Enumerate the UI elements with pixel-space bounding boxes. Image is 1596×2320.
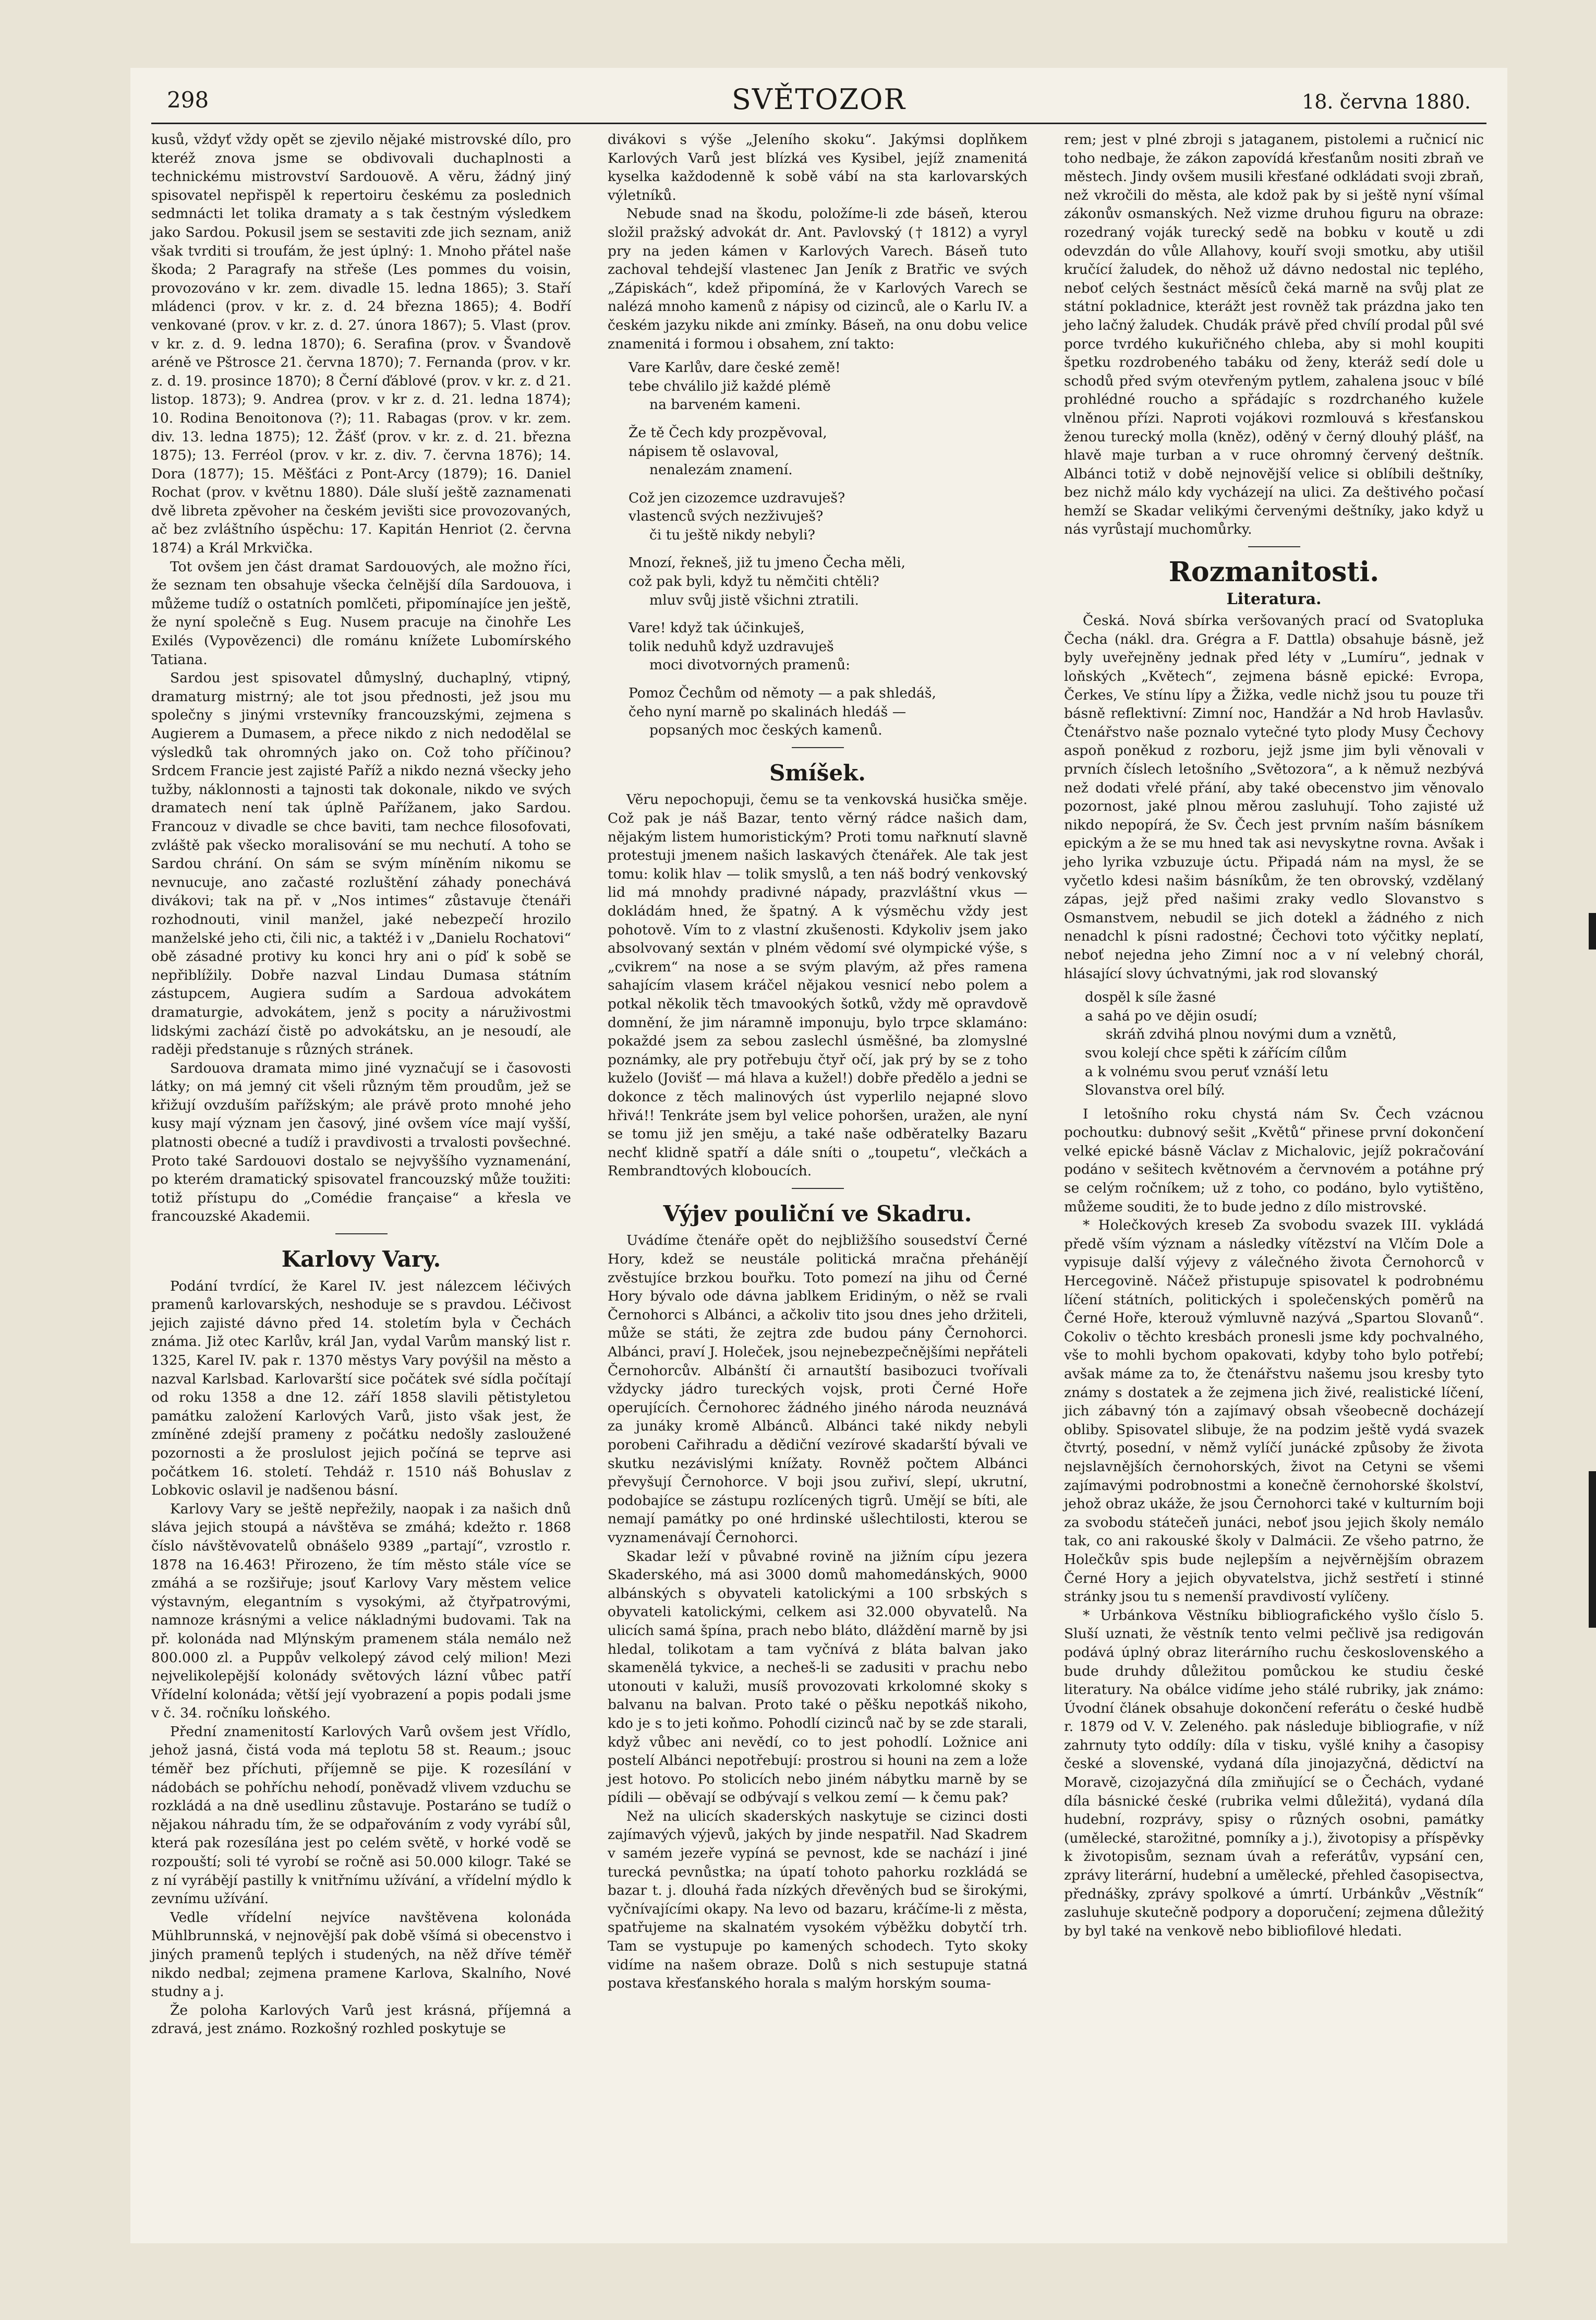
poem-line: Že tě Čech kdy prozpěvoval,: [628, 424, 827, 441]
paragraph: Vedle vřídelní nejvíce navštěvena kolonáda Mühlbrunnská, v nejnovější pak době všímá si obecenstvo i jiných pramenů teplých i studených, na něž dříve téměř nikdo nedbal; zejmena pramene Karlova, Skalního, Nové studny a j.: [151, 1909, 571, 2000]
poem-line: Slovanstva orel bílý.: [1085, 1082, 1225, 1099]
poem-line: na barveném kameni.: [649, 396, 801, 413]
stanza-gap: [628, 609, 1027, 619]
poem-excerpt: [1085, 988, 1484, 1100]
poem-line: čeho nyní marně po skalinách hledáš —: [628, 703, 906, 720]
poem-line: svou kolejí chce spěti k zářícím cílům: [1085, 1044, 1347, 1061]
paragraph: Že poloha Karlových Varů jest krásná, příjemná a zdravá, jest známo. Rozkošný rozhled poskytuje se: [151, 2002, 571, 2037]
poem-line: což pak byli, když tu němčiti chtěli?: [628, 573, 879, 590]
page-header: [151, 81, 1486, 124]
section-title-karlovy-vary: Karlovy Vary.: [281, 1246, 441, 1272]
stanza-gap: [628, 675, 1027, 684]
poem-line: moci divotvorných pramenů:: [649, 657, 851, 674]
stanza-gap: [628, 479, 1027, 489]
section-divider: [335, 1233, 388, 1234]
paragraph: Sardou jest spisovatel důmyslný, duchaplný, vtipný, dramaturg mistrný; ale tot jsou přednosti, jež jsou mu společny s jinými vrstevníky francouzskými, zejmena s Augierem a Dumasem, a přece nikdo z nich nedodělal se výsledků tak ohromných jako on. Což toho příčinou? Srdcem Francie jest zajisté Paříž a nikdo nezná všecky jeho tužby, náklonnosti a tajnosti tak dokonale, nikdo ve svých dramatech není tak úplně Pařížanem, jako Sardou. Francouz v divadle se chce baviti, tam nechce filosofovati, zvláště pak všecko moralisování se mu nechutí. A toho se Sardou chrání. On sám se svým míněním nikomu se nevnucuje, ano začasté rozluštění záhady ponechává divákovi; tak na př. v „Nos intimes“ zůstavuje čtenáři rozhodnouti, vinil manžel, jaké nebezpečí hrozilo manželské jeho cti, čili nic, a taktéž i v „Danielu Rochatovi“ obě zásadné protivy ku konci hry ani o píď k sobě se nepřiblížily. Dobře nazval Lindau Dumasa státním zástupcem, Augiera sudím a Sardoua advokátem dramaturgie, advokátem, jenž s pocity a náruživostmi lidskými zachází čistě po advokátsku, an je nesoudí, ale raději předstanuje s různých stránek.: [151, 670, 571, 1058]
subsection-title-literatura: Literatura.: [1226, 590, 1322, 608]
poem-line: vlastenců svých nezživuješ?: [628, 508, 824, 525]
poem-line: nápisem tě oslavoval,: [628, 443, 779, 460]
paragraph: Uvádíme čtenáře opět do nejbližšího sousedství Černé Hory, kdež se neustále politická mračna přehánějí zvěstujíce brzkou bouřku. Toto pomezí na jihu od Černé Hory bývalo ode dávna jablkem Eridiným, o něž se rvali Černohorci s Albánci, a ačkoliv tito jsou dnes jeho držiteli, může se státi, že zejtra zde budou pány Černohorci. Albánci, praví J. Holeček, jsou nejnebezpečnějšími nepřáteli Černohorcův. Albánští či arnautští basibozuci tvořívali vždycky jádro tureckých vojsk, proti Černé Hoře operujících. Černohorec žádného jiného národa neuznává za junáky kromě Albánců. Albánci také nikdy nebyli porobeni Cařihradu a dědiční vezírové skadarští bývali ve skutku nezávislými knížaty. Rovněž počtem Albánci převyšují Černohorce. V boji jsou zuřiví, slepí, ukrutní, podobajíce se zástupu rozlícených tigrů. Umějí se bíti, ale nemají památky po oné hrdinské ušlechtilosti, kterou se vyznamenávají Černohorci.: [608, 1232, 1027, 1546]
paragraph: Česká. Nová sbírka veršovaných prací od Svatopluka Čecha (nákl. dra. Grégra a F. Dattla) obsahuje básně, jež byly uveřejněny jednak před léty v „Lumíru“, jednak v loňských „Květech“, zejmena básně epické: Evropa, Čerkes, Ve stínu lípy a Žižka, vedle nichž jsou tu pouze tři básně reflektivní: Zimní noc, Handžár a Nd hrob Havlasův. Čtenářstvo naše poznalo vytečné tyto plody Musy Čechovy aspoň poněkud z rozboru, jejž jsme jim byli věnovali v prvních číslech letošního „Světozora“, a k němuž nezbývá než dodati vřelé přání, aby také obecenstvo jim věnovalo pozornost, jaké plnou měrou zasluhují. Toho zajisté už nikdo nepopírá, že Sv. Čech jest prvním naším básníkem epickým a že se mu hned tak asi nevyskytne rovna. Avšak i jeho lyrika vzbuzuje úctu. Připadá nám na mysl, že se vyčetlo kdesi našim básníkům, že ten obrovský, vzdělaný zápas, jejž před našimi zraky vedlo Slovanstvo s Osmanstvem, nebudil se jich dotekl a žádného z nich nenadchl k písni radostné; Čechovi toto výčitky neplatí, neboť nejedna jeho Zimní noc a v ní velebný chorál, hlásající slovy úchvatnými, jak rod slovanský: [1064, 612, 1484, 982]
paragraph: * Urbánkova Věstníku bibliografického vyšlo číslo 5. Sluší uznati, že věstník tento velmi pečlivě jsa redigován podává úplný obraz literárního ruchu československého a bude druhdy důležitou pomůckou ke studiu české literatury. Na obálce vidíme jeho stálé rubriky, jak známo: Úvodní článek obsahuje dokončení referátu o české hudbě r. 1879 od V. V. Zeleného. pak následuje bibliografie, v níž zahrnuty tyto oddíly: díla v tisku, vyšlé knihy a časopisy české a slovenské, vydaná díla jinojazyčná, dědictví na Moravě, cizojazyčná díla zmiňující se o Čechách, vydané díla básnické české (rubrika velmi důležitá), vydaná díla hudební, rozprávy, spisy o různých osobni, památky (umělecké, starožitné, pomníky a j.), životopisy a příspěvky k životopisům, seznam úvah a referátův, vypsání cen, zprávy literární, hudební a umělecké, přehled časopisectva, přednášky, zprávy spolkové a úmrtí. Urbánkův „Věstník“ zasluhuje skutečně podpory a doporučení; zejmena důležitý by byl také na venkově nebo bibliofilové hledati.: [1064, 1607, 1484, 1939]
poem-line: dospěl k síle žasné: [1085, 989, 1216, 1006]
poem-line: Vare! když tak účinkuješ,: [628, 620, 805, 636]
section-divider: [1248, 546, 1300, 547]
scan-edge-mark: [1589, 1471, 1596, 1628]
poem-line: nenalezám znamení.: [649, 462, 793, 478]
stanza-gap: [628, 414, 1027, 424]
newspaper-page: [130, 68, 1507, 2243]
paragraph: Věru nepochopuji, čemu se ta venkovská husička směje. Což pak je náš Bazar, tento věrný rádce našich dam, nějakým listem humoristickým? Proti tomu nařknutí slavně protestuji jmenem našich laskavých čtenářek. Ale tak jest tomu: kolik hlav — tolik smyslů, a ten náš bodrý venkovský lid má mnohdy pradivné nápady, prazvláštní vkus — dokládám hned, že špatný. A k výsměchu vždy jest pohotově. Vím to z vlastní zkušenosti. Kdykoliv jsem jako absolvovaný sextán v plném vědomí své olympické výše, s „cvikrem“ na nose a se svým plavým, až přes ramena sahajícím vlasem kráčel nějakou vesnicí nebo polem a potkal několik těch tmavookých šotků, vždy mě opravdově domnění, že jim náramně imponuju, bylo trpce sklamáno: pokaždé jsem za sebou zaslechl úsměšné, ba zlomyslné poznámky, ale pry potřebuju čtyř očí, jak prý by se z toho kuželo (Jovišť — má hlava a kužel!) dobře předělo a jedni se dokonce z těch malinových úst vyperlilo nejapné slovo hřivá!! Tenkráte jsem byl velice pohoršen, uražen, ale nyní se tomu již jen směju, a také naše odběratelky Bazaru nechť klidně spatří a dále sníti o „toupetu“, vlečkách a Rembrandtových kloboucích.: [608, 791, 1027, 1180]
section-title-smisek: Smíšek.: [769, 760, 866, 786]
scan-edge-mark: [1589, 913, 1596, 949]
section-divider: [792, 1188, 844, 1189]
poem-line: Mnozí, řekneš, již tu jmeno Čecha měli,: [628, 555, 906, 571]
page-number: 298: [167, 87, 209, 113]
poem-line: popsaných moc českých kamenů.: [649, 722, 882, 739]
poem-line: tebe chválilo již každé plémě: [628, 378, 831, 394]
paragraph: Karlovy Vary se ještě nepřežily, naopak i za našich dnů sláva jejich stoupá a návštěva se zmáhá; kdežto r. 1868 číslo návštěvovatelů obnášelo 9389 „partají“, vzrostlo r. 1878 na 16.463! Přirozeno, že tím město stále více se zmáhá a se rozšiřuje; jsouť Karlovy Vary městem velice výstavným, elegantním s vysokými, až čtyřpatrovými, namnoze krásnými a velice nákladnými budovami. Tak na př. kolonáda nad Mlýnským pramenem stála nemálo než 800.000 zl. a Puppův velkolepý závod celý milion! Mezi nejvelikolepější kolonády světových lázní vůbec patří Vřídelní kolonáda; větší její vyobrazení a popis podali jsme v č. 34. ročníku loňského.: [151, 1500, 571, 1722]
column-1: [151, 130, 571, 2038]
paragraph: Než na ulicích skaderských naskytuje se cizinci dosti zajímavých výjevů, jakých by jinde nespatřil. Nad Skadrem v samém jezeře vypíná se pevnost, kde se nachází i jiné turecká pevnůstka; na úpatí tohoto pahorku rozkládá se bazar t. j. dlouhá řada nízkých dřevěných bud se širokými, vyčnívajícími okapy. Na levo od bazaru, kráčíme-li z města, spatřujeme na skalnatém vysokém výběžku dobytčí trh. Tam se vystupuje po kamených schodech. Tyto skoky vidíme na našem obraze. Dolů s nich sestupuje statná postava křesťanského horala s malým horským souma-: [608, 1808, 1027, 1992]
poem-line: mluv svůj jistě všichni ztratili.: [649, 592, 859, 608]
section-divider: [792, 747, 844, 748]
paragraph: rem; jest v plné zbroji s jataganem, pistolemi a ručnicí nic toho nedbaje, že zákon zapovídá křesťanům nositi zbraň ve městech. Jindy ovšem musili křesťané odkládati svoji zbraň, než vkročili do města, ale kdož pak by si ještě nyní všímal zákonův osmanských. Než vizme druhou figuru na obraze: rozedraný voják turecký sedě na bobku v koutě u zdi odevzdán do vůle Allahovy, kouří svoji smotku, aby utišil kručící žaludek, do něhož už dávno nedostal nic teplého, neboť celých šestnáct měsíců čeká marně na svůj plat ze státní pokladnice, kterážt jest rovněž tak prázdna jako ten jeho lačný žaludek. Chudák právě před chvílí prodal půl své porce tvrdého kukuřičného chleba, aby si mohl koupiti špetku rozdrobeného tabáku od ženy, kteráž sedí dole u schodů před svým otevřeným pytlem, zahalena jsouc v bílé prohlédné roucho a spřádajíc s rozdrchaného kužele vlněnou přízi. Naproti vojákovi rozmlouvá s křesťanskou ženou turecký molla (kněz), oděný v černý dlouhý plášť, na hlavě maje turban a v ruce ohromný červený deštník. Albánci totiž v době nejnovější velice si oblíbili deštníky, bez nichž málo kdy vycházejí na ulici. Za deštivého počasí hemží se Skadar velikými červenými deštníky, jako když u nás vyrůstají muchomůrky.: [1064, 131, 1484, 538]
column-2: [608, 130, 1027, 1993]
section-title-rozmanitosti: Rozmanitosti.: [1168, 556, 1380, 588]
poem-line: a k volnému svou peruť vznáší letu: [1085, 1063, 1329, 1080]
section-title-vyjev: Výjev pouliční ve Skadru.: [663, 1200, 972, 1227]
paragraph: kusů, vždyť vždy opět se zjevilo nějaké mistrovské dílo, pro kteréž znova jsme se obdivovali duchaplnosti a technickému mistrovství Sardouově. A věru, žádný jiný spisovatel nepřispěl k repertoiru českému za poslednich sedmnácti let tolika dramaty a s tak čestným výsledkem jako Sardou. Pokusil jsem se sestaviti zde jich seznam, aniž však tvrditi si troufám, že jest úplný: 1. Mnoho přátel naše škoda; 2 Paragrafy na střeše (Les pommes du voisin, provozováno v kr. zem. divadle 15. ledna 1865); 3. Staří mládenci (prov. v kr. z. d. 24 března 1865); 4. Bodří venkované (prov. v kr. z. d. 27. února 1867); 5. Vlast (prov. v kr. z. d. 9. ledna 1870); 6. Serafina (prov. v Švandově aréně ve Pštrosce 21. června 1870); 7. Fernanda (prov. v kr. z. d. 19. prosince 1870); 8 Černí ďáblové (prov. v kr. z. d 21. listop. 1873); 9. Andrea (prov. v kr z. d. 21. ledna 1874); 10. Rodina Benoitonova (?); 11. Rabagas (prov. v kr. zem. div. 13. ledna 1875); 12. Žášť (prov. v kr. z. d. 21. března 1875); 13. Ferréol (prov. v kr. z. div. 7. června 1876); 14. Dora (1877); 15. Měšťáci z Pont-Arcy (1879); 16. Daniel Rochat (prov. v květnu 1880). Dále sluší ještě zaznamenati dvě libreta zpěvoher na českém jevišti sice provozovaných, ač bez zvláštního úspěchu: 17. Kapitán Henriot (2. června 1874) a Král Mrkvička.: [151, 131, 571, 557]
paragraph: Podání tvrdící, že Karel IV. jest nálezcem léčivých pramenů karlovarských, neshoduje se s pravdou. Léčivost jejich zajisté dávno před 14. stoletím byla v Čechách známa. Již otec Karlův, král Jan, vydal Varům manský list r. 1325, Karel IV. pak r. 1370 městys Vary povýšil na město a nazval Karlsbad. Karlovarští sice počátek své sídla počítají od roku 1358 a dne 12. září 1858 slavili pětistyletou památku založení Karlových Varů, jisto však jest, že zmíněné zdejší prameny z počátku nedošly zasloužené pozornosti a že proslulost jejich počíná se teprve asi počátkem 16. století. Tehdáž r. 1510 náš Bohuslav z Lobkovic oslavil je nadšenou básní.: [151, 1278, 571, 1499]
poem-line: Pomoz Čechům od němoty — a pak shledáš,: [628, 685, 936, 702]
poem-line: či tu ještě nikdy nebyli?: [649, 526, 815, 543]
magazine-title: SVĚTOZOR: [731, 83, 906, 116]
poem-line: tolik neduhů když uzdravuješ: [628, 638, 834, 655]
paragraph: Sardouova dramata mimo jiné vyznačují se i časovosti látky; on má jemný cit všeli různým těm proudům, jež se křižují ovzduším pařížským; ale právě proto mnohé jeho kusy mají význam jen časový, jiné ovšem více mají vyšší, platnosti obecné a tudíž i pravdivosti a trvalosti povšechné. Proto také Sardouovi dostalo se nejvyššího vyznamenání, po kterém dramatický spisovatel francouzský může toužiti: totiž přístupu do „Comédie française“ a křesla ve francouzské Akademii.: [151, 1060, 571, 1225]
poem-karlovy-vary: [628, 358, 1027, 740]
poem-line: Což jen cizozemce uzdravuješ?: [628, 489, 845, 506]
stanza-gap: [628, 544, 1027, 554]
paragraph: Tot ovšem jen část dramat Sardouových, ale možno říci, že seznam ten obsahuje všecka čelnější díla Sardouova, i můžeme tudíž o ostatních pomlčeti, připomínajíce jen ještě, že nyní společně s Eug. Nusem pracuje na činohře Les Exilés (Vypovězenci) dle románu knížete Lubomírského Tatiana.: [151, 558, 571, 668]
paragraph: Přední znamenitostí Karlových Varů ovšem jest Vřídlo, jehož jasná, čistá voda má teplotu 58 st. Reaum.; jsouc téměř bez příchuti, příjemně se pije. K rozesílání v nádobách se pohříchu nehodí, poněvadž vlivem vzduchu se rozkládá a na dně usedlinu zůstavuje. Postaráno se tudíž o nějakou náhradu tím, že se odpařováním z vody vyrábí sůl, která pak rozesílána jest po celém světě, v horké vodě se rozpouští; soli té vyrobí se ročně asi 50.000 kilogr. Také se z ní vyrábějí pastilly k vnitřnímu užívání, a vřídelní mýdlo k zevnímu užívání.: [151, 1723, 571, 1907]
poem-line: a sahá po ve dějin osudí;: [1085, 1007, 1258, 1024]
paragraph: * Holečkových kreseb Za svobodu svazek III. vykládá předě vším význam a následky vítězství na Vlčím Dole a vypisuje další výjevy z válečného života Černohorců v Hercegovině. Náčež přistupuje spisovatel k podrobnému líčení státních, politických i společenských poměrů na Černé Hoře, kterouž výmluvně nazývá „Spartou Slovanů“. Cokoliv o těchto kresbách pronesli jsme kdy pochvalného, vše to mohli bychom opakovati, kdyby toho bylo potřebí; avšak máme za to, že čtenářstvu našemu jsou kresby tyto známy s dostatek a že zejmena jich živé, realistické líčení, jich zábavný tón a zajímavý obsah všeobecně docházejí obliby. Spisovatel slibuje, že na podzim ještě vydá svazek čtvrtý, posední, v němž vylíčí junácké způsoby že života nejslavnějších černohorských, život na Cetyni se všemi zajímavými podrobnostmi a konečně černohorské školství, jehož obraz ukáže, že jsou Černohorci také v kulturním boji za svobodu státečeň junáci, neboť jsou jejich školy nemálo tak, co ani rakouské školy v Dalmácii. Ze všeho patrno, že Holečkův spis bude nejlepším a nejvěrnějším obrazem Černé Hory a jejich obyvatelstva, jichž sestřetí i stinné stránky jsou tu s nemenší pravdivostí vylíčeny.: [1064, 1217, 1484, 1605]
paragraph: I letošního roku chystá nám Sv. Čech vzácnou pochoutku: dubnový sešit „Květů“ přinese první dokončení velké epické básně Václav z Michalovic, jejíž pokračování podáno v sešitech květnovém a červnovém a potáhne prý se celým ročníkem; už z toho, co podáno, bylo vytištěno, můžeme souditi, že to bude jedno z dílo mistrovské.: [1064, 1105, 1484, 1215]
paragraph: Nebude snad na škodu, položíme-li zde báseň, kterou složil pražský advokát dr. Ant. Pavlovský († 1812) a vyryl pry na jeden kámen v Karlových Varech. Báseň tuto zachoval tehdejší vlastenec Jan Jeník z Bratřic ve svých „Zápiskách“, kdež připomíná, že v Karlových Varech se nalézá mnoho kamenů z nápisy od cizinců, ale o Karlu IV. a českém jazyku nikde ani zmínky. Báseň, na onu dobu velice znamenitá i formou i obsahem, zní takto:: [608, 206, 1027, 352]
poem-line: Vare Karlův, dare české země!: [628, 359, 841, 376]
paragraph: divákovi s výše „Jeleního skoku“. Jakýmsi doplňkem Karlových Varů jest blízká ves Kysibel, jejíž znamenitá kyselka každodenně k sobě vábí na sta karlovarských výletníků.: [608, 131, 1027, 203]
paragraph: Skadar leží v půvabné rovině na jižním cípu jezera Skaderského, má asi 3000 domů mahomedánských, 9000 albánských s obyvateli katolickými a 100 srbských s obyvateli katolickými, celkem asi 32.000 obyvatelů. Na ulicích samá špína, prach nebo bláto, dláždění marně by jsi hledal, tolikotam a tam vyčnívá z bláta balvan jako skamenělá tykvice, a necheš-li se zadusiti v prachu nebo utonouti v kaluži, musíš provozovati krkolomné skoky s balvanu na balvan. Proto také o pěšku nepotkáš nikoho, kdo je s to jeti koňmo. Pohodlí cizinců nač by se zde starali, když vůbec ani nevědí, co to jest pohodlí. Ložnice ani postelí Albánci nepotřebují: prostrou si houni na zem a lože jest hotovo. Po stolicích nebo jiném nábytku marně by se pídili — oběvají se odbývají s velkou zemí — k čemu pak?: [608, 1548, 1027, 1806]
poem-line: skráň zdvihá plnou novými dum a vznětů,: [1106, 1026, 1397, 1043]
issue-date: 18. června 1880.: [1302, 90, 1471, 113]
column-3: [1064, 130, 1484, 1940]
